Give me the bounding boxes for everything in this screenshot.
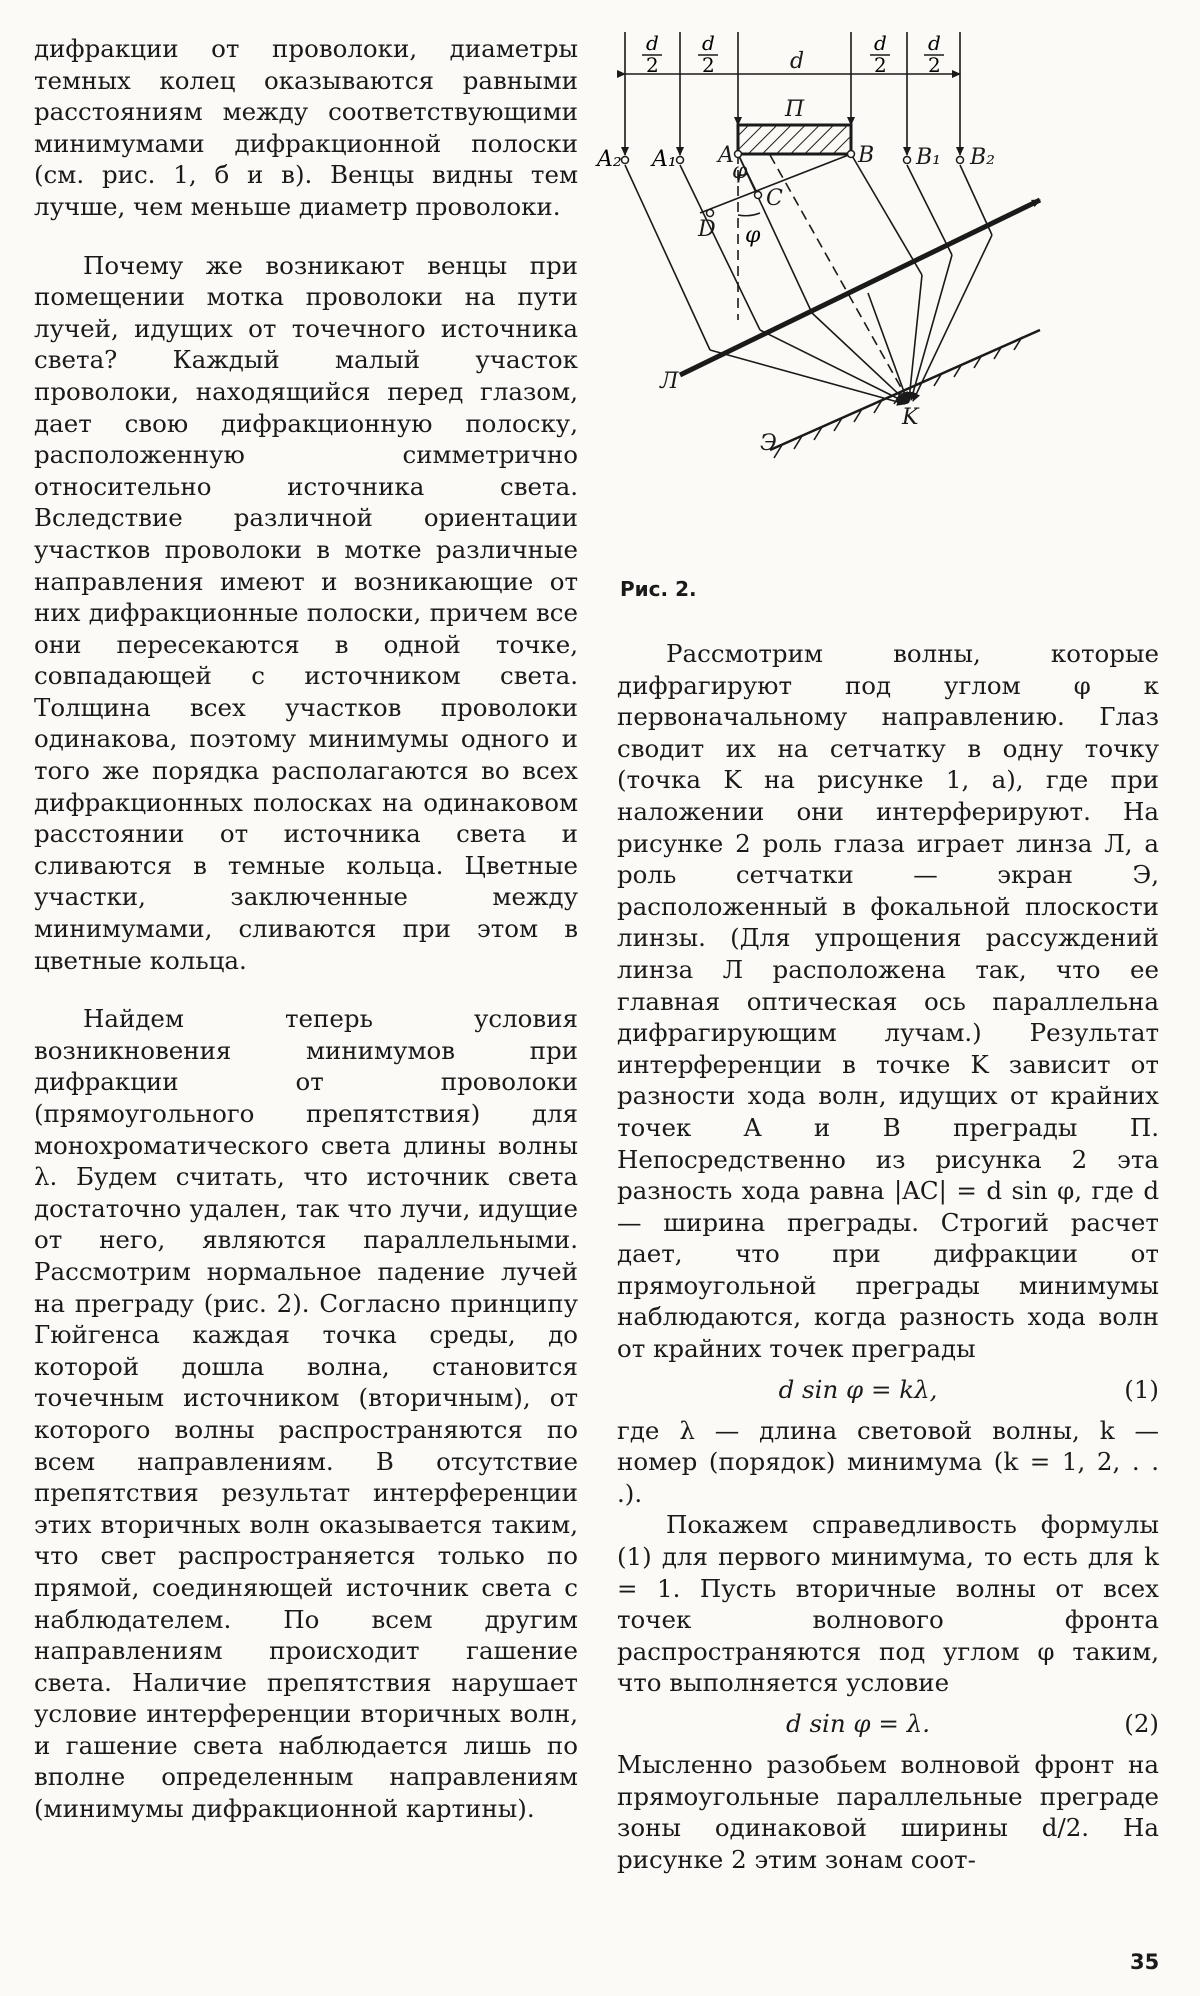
left-column bbox=[34, 33, 578, 1825]
label-a: A bbox=[718, 143, 734, 168]
point-b1 bbox=[904, 157, 911, 164]
fraction-denominator: 2 bbox=[928, 53, 941, 77]
point-d bbox=[707, 210, 714, 217]
formula-2-expr: d sin φ = λ. bbox=[785, 1709, 931, 1739]
angle-arc bbox=[738, 213, 760, 216]
formula-2-number: (2) bbox=[1124, 1709, 1159, 1739]
label-k: K bbox=[902, 405, 919, 430]
fraction-numerator: d bbox=[646, 31, 659, 55]
point-a2 bbox=[622, 157, 629, 164]
fraction-denominator: 2 bbox=[874, 53, 887, 77]
diffracted-ray bbox=[907, 165, 952, 255]
right-paragraph-2: где λ — длина световой волны, k — номер (порядок) минимума (k = 1, 2, . . .). bbox=[617, 1415, 1159, 1508]
label-b2: B₂ bbox=[970, 145, 995, 170]
right-paragraph-1: Рассмотрим волны, которые дифрагируют под углом φ к первоначальному направлению. Глаз сводит их на сетчатку в одну точку (точка K на рисунке 1, а), где при наложении они интерферируют. На рисунке 2 роль глаза играет линза Л, а роль сетчатки — экран Э, расположенный в фокальной плоскости линзы. (Для упрощения рассуждений линза Л расположена так, что ее главная оптическая ось параллельна дифрагирующим лучам.) Результат интерференции в точке K зависит от разности хода волн, идущих от крайних точек A и B преграды П. Непосредственно из рисунка 2 эта разность хода равна |AC| = d sin φ, где d — ширина преграды. Строгий расчет дает, что при дифракции от прямоугольной преграды минимумы наблюдаются, когда разность хода волн от крайних точек преграды bbox=[617, 639, 1159, 1364]
figure-caption: Рис. 2. bbox=[620, 577, 697, 601]
point-a1 bbox=[677, 157, 684, 164]
converging-ray bbox=[913, 235, 992, 401]
left-paragraph-1: дифракции от проволоки, диаметры темных колец оказываются равными расстояниям между соответствующими минимумами дифракционной полоски (см. рис. 1, б и в). Венцы видны тем лучше, чем меньше диаметр проволоки. bbox=[34, 34, 578, 221]
point-b bbox=[848, 151, 855, 158]
point-c bbox=[755, 192, 762, 199]
diffraction-figure bbox=[597, 30, 1170, 600]
label-phi-2: φ bbox=[745, 223, 761, 248]
optical-axis bbox=[770, 155, 908, 400]
right-paragraph-3: Покажем справедливость формулы (1) для первого минимума, то есть для k = 1. Пусть вторичные волны от всех точек волнового фронта распространяются под углом φ таким, что выполняется условие bbox=[617, 1510, 1159, 1698]
label-b: B bbox=[858, 143, 875, 168]
formula-1 bbox=[617, 1369, 1159, 1411]
page-number: 35 bbox=[1130, 1950, 1160, 1974]
label-e: Э bbox=[760, 431, 777, 456]
point-k bbox=[902, 396, 910, 404]
screen-line bbox=[770, 330, 1040, 450]
label-l: Л bbox=[660, 369, 679, 394]
formula-1-expr: d sin φ = kλ, bbox=[778, 1374, 938, 1404]
label-c: C bbox=[766, 186, 783, 211]
converging-ray bbox=[710, 350, 905, 404]
label-b1: B₁ bbox=[916, 145, 941, 170]
converging-ray bbox=[760, 330, 905, 402]
label-phi: φ bbox=[732, 159, 748, 184]
left-paragraph-2: Почему же возникают венцы при помещении мотка проволоки на пути лучей, идущих от точечного источника света? Каждый малый участок проволоки, находящийся перед глазом, дает свою дифракционную полоску, расположенную симметрично относительно источника света. Вследствие различной ориентации участков проволоки в мотке различные направления имеют и возникающие от них дифракционные полоски, причем все они пересекаются в одной точке, совпадающей с источником света. Толщина всех участков проволоки одинакова, поэтому минимумы одного и того же порядка располагаются во всех дифракционных полосках на одинаковом расстоянии от источника света и сливаются в темные кольца. Цветные участки, заключенные между минимумами, сливаются при этом в цветные кольца. bbox=[34, 250, 578, 975]
fraction-numerator: d bbox=[702, 31, 715, 55]
label-a2: A₂ bbox=[597, 147, 622, 172]
formula-2 bbox=[617, 1703, 1159, 1745]
label-d-point: D bbox=[698, 217, 716, 242]
obstacle bbox=[738, 125, 851, 154]
point-a bbox=[735, 151, 742, 158]
point-b2 bbox=[957, 157, 964, 164]
right-column bbox=[617, 638, 1159, 1875]
label-p: П bbox=[785, 97, 805, 122]
fraction-denominator: 2 bbox=[702, 53, 715, 77]
formula-1-number: (1) bbox=[1124, 1374, 1159, 1404]
left-paragraph-3: Найдем теперь условия возникновения минимумов при дифракции от проволоки (прямоугольного препятствия) для монохроматического света длины волны λ. Будем считать, что источник света достаточно удален, так что лучи, идущие от него, являются параллельными. Рассмотрим нормальное падение лучей на преграду (рис. 2). Согласно принципу Гюйгенса каждая точка среды, до которой дошла волна, становится точечным источником (вторичным), от которого волны распространяются по всем направлениям. В отсутствие препятствия результат интерференции этих вторичных волн оказывается таким, что свет распространяется только по прямой, соединяющей источник света с наблюдателем. По всем другим направлениям происходит гашение света. Наличие препятствия нарушает условие интерференции вторичных волн, и гашение света наблюдается лишь по вполне определенным направлениям (минимумы дифракционной картины). bbox=[34, 1004, 578, 1824]
diffracted-ray bbox=[625, 165, 710, 350]
fraction-numerator: d bbox=[928, 31, 941, 55]
fraction-denominator: 2 bbox=[646, 53, 659, 77]
label-d: d bbox=[790, 49, 805, 74]
lens-line bbox=[680, 200, 1040, 375]
fraction-numerator: d bbox=[874, 31, 887, 55]
right-paragraph-4: Мысленно разобьем волновой фронт на прямоугольные параллельные преграде зоны одинаковой ширины d/2. На рисунке 2 этим зонам соот- bbox=[617, 1750, 1159, 1874]
label-a1: A₁ bbox=[652, 147, 677, 172]
